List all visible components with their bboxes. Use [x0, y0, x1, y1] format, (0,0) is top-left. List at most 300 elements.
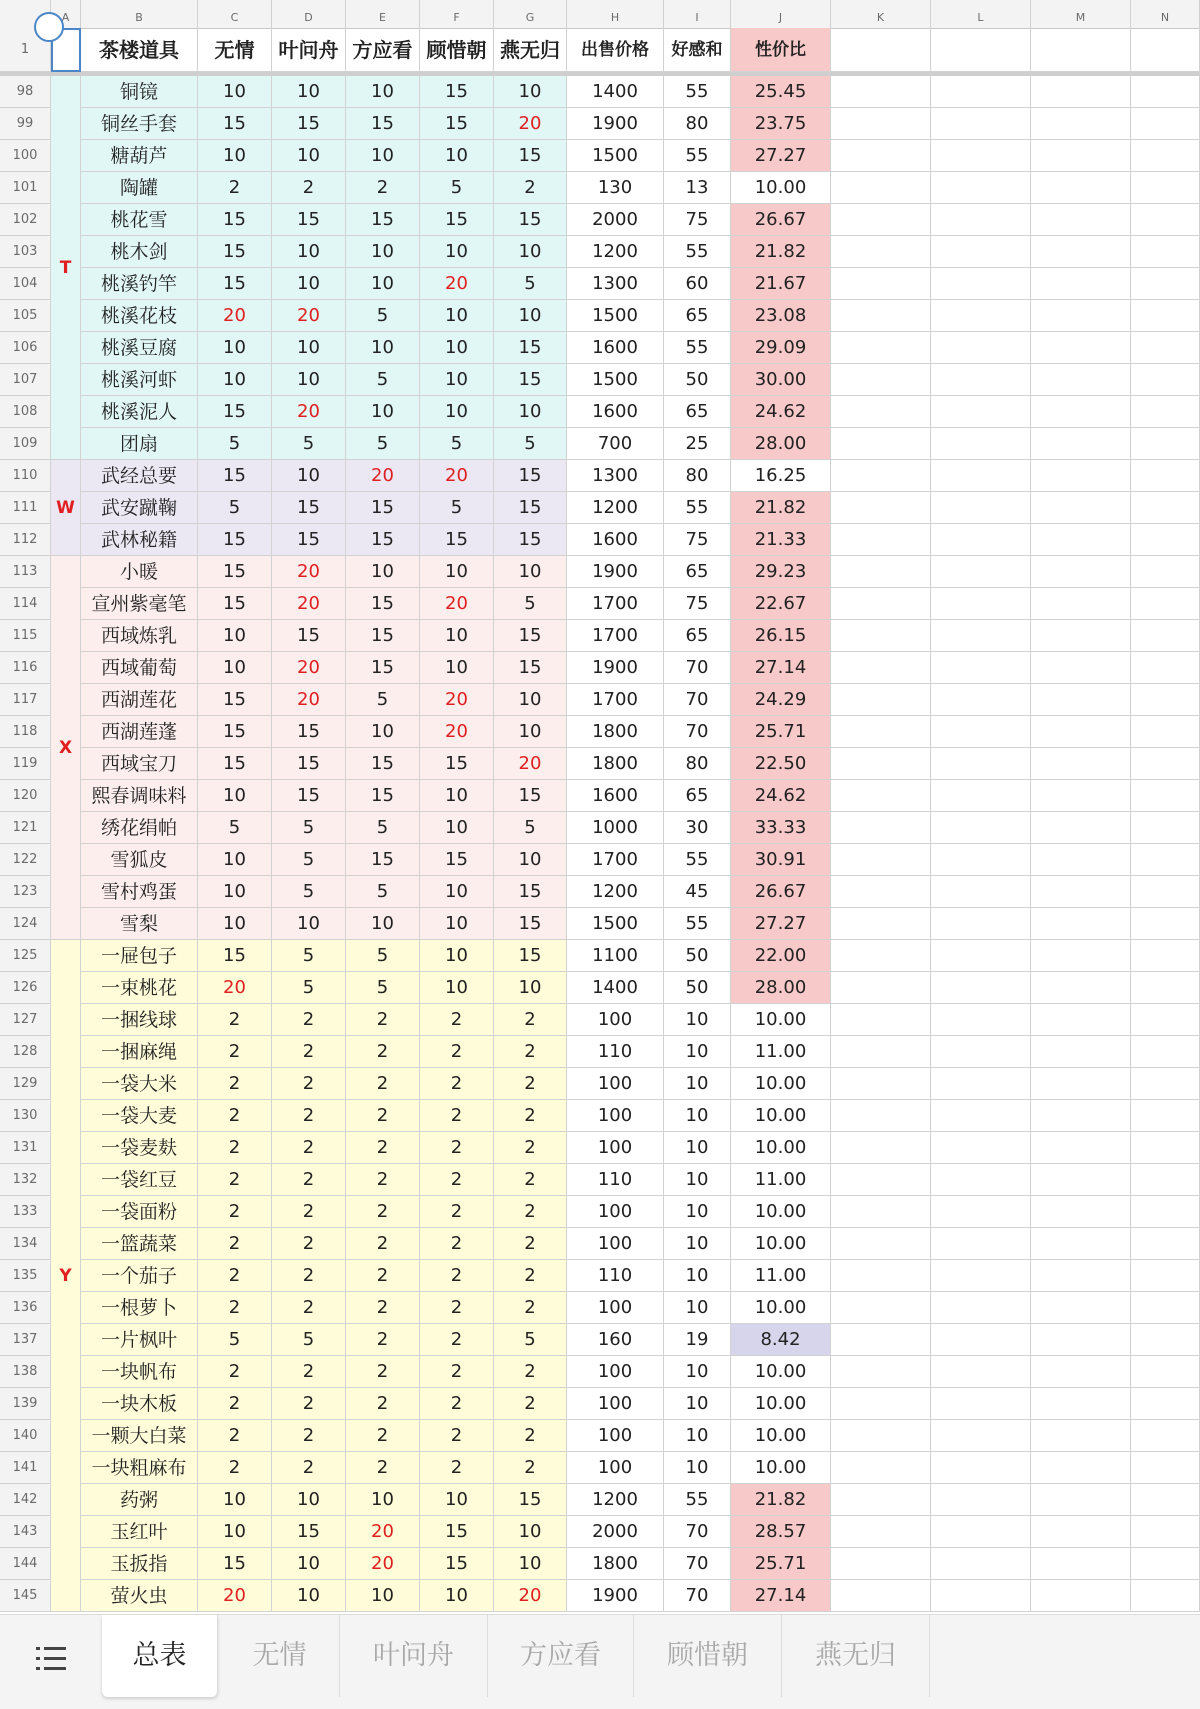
empty-cell-l[interactable]: [931, 940, 1031, 972]
sheet-tab-summary[interactable]: 总表: [102, 1615, 218, 1697]
ratio-cell[interactable]: 10.00: [731, 1452, 831, 1484]
price-cell[interactable]: 1700: [567, 684, 664, 716]
empty-cell-k[interactable]: [831, 556, 931, 588]
ratio-cell[interactable]: 10.00: [731, 1004, 831, 1036]
value-cell-c[interactable]: 2: [198, 1100, 272, 1132]
column-header-bar[interactable]: [0, 0, 1200, 29]
value-cell-f[interactable]: 5: [420, 428, 494, 460]
value-cell-c[interactable]: 15: [198, 204, 272, 236]
value-cell-d[interactable]: 5: [272, 940, 346, 972]
empty-cell-l[interactable]: [931, 460, 1031, 492]
value-cell-f[interactable]: 2: [420, 1036, 494, 1068]
empty-cell-n[interactable]: [1131, 460, 1200, 492]
value-cell-e[interactable]: 10: [346, 716, 420, 748]
row-number[interactable]: 133: [0, 1196, 51, 1228]
price-cell[interactable]: 1300: [567, 268, 664, 300]
value-cell-c[interactable]: 15: [198, 588, 272, 620]
value-cell-f[interactable]: 15: [420, 524, 494, 556]
value-cell-e[interactable]: 20: [346, 1548, 420, 1580]
value-cell-f[interactable]: 2: [420, 1324, 494, 1356]
empty-cell-k[interactable]: [831, 524, 931, 556]
empty-cell-m[interactable]: [1031, 300, 1131, 332]
list-menu-icon[interactable]: [36, 1647, 66, 1673]
value-cell-g[interactable]: 15: [494, 460, 567, 492]
value-cell-e[interactable]: 20: [346, 1516, 420, 1548]
value-cell-g[interactable]: 10: [494, 396, 567, 428]
empty-cell-l[interactable]: [931, 1580, 1031, 1612]
row-number[interactable]: 110: [0, 460, 51, 492]
favor-cell[interactable]: 10: [664, 1228, 731, 1260]
favor-cell[interactable]: 80: [664, 108, 731, 140]
empty-cell-n[interactable]: [1131, 428, 1200, 460]
header-empty-n[interactable]: [1131, 28, 1200, 72]
ratio-cell[interactable]: 24.62: [731, 396, 831, 428]
price-cell[interactable]: 100: [567, 1228, 664, 1260]
item-name-cell[interactable]: 西湖莲花: [81, 684, 198, 716]
empty-cell-k[interactable]: [831, 1388, 931, 1420]
empty-cell-m[interactable]: [1031, 1388, 1131, 1420]
empty-cell-n[interactable]: [1131, 1580, 1200, 1612]
value-cell-e[interactable]: 10: [346, 396, 420, 428]
column-header-j[interactable]: J: [731, 0, 831, 28]
value-cell-g[interactable]: 5: [494, 1324, 567, 1356]
row-number[interactable]: 125: [0, 940, 51, 972]
item-name-cell[interactable]: 一颗大白菜: [81, 1420, 198, 1452]
value-cell-g[interactable]: 2: [494, 1228, 567, 1260]
value-cell-e[interactable]: 2: [346, 1004, 420, 1036]
item-name-cell[interactable]: 熙春调味料: [81, 780, 198, 812]
value-cell-c[interactable]: 5: [198, 428, 272, 460]
row-number[interactable]: 115: [0, 620, 51, 652]
value-cell-c[interactable]: 10: [198, 844, 272, 876]
empty-cell-n[interactable]: [1131, 1164, 1200, 1196]
item-name-cell[interactable]: 药粥: [81, 1484, 198, 1516]
value-cell-d[interactable]: 20: [272, 300, 346, 332]
sheet-tab-character-5[interactable]: 燕无归: [782, 1615, 930, 1697]
empty-cell-m[interactable]: [1031, 716, 1131, 748]
value-cell-e[interactable]: 15: [346, 780, 420, 812]
value-cell-f[interactable]: 10: [420, 332, 494, 364]
value-cell-c[interactable]: 2: [198, 1356, 272, 1388]
value-cell-g[interactable]: 2: [494, 1356, 567, 1388]
empty-cell-l[interactable]: [931, 812, 1031, 844]
value-cell-f[interactable]: 10: [420, 812, 494, 844]
empty-cell-n[interactable]: [1131, 76, 1200, 108]
value-cell-e[interactable]: 10: [346, 1484, 420, 1516]
empty-cell-k[interactable]: [831, 1452, 931, 1484]
favor-cell[interactable]: 19: [664, 1324, 731, 1356]
header-favor[interactable]: 好感和: [664, 28, 731, 72]
empty-cell-k[interactable]: [831, 908, 931, 940]
ratio-cell[interactable]: 27.27: [731, 908, 831, 940]
ratio-cell[interactable]: 30.00: [731, 364, 831, 396]
empty-cell-m[interactable]: [1031, 1548, 1131, 1580]
item-name-cell[interactable]: 武安蹴鞠: [81, 492, 198, 524]
favor-cell[interactable]: 10: [664, 1036, 731, 1068]
value-cell-d[interactable]: 10: [272, 268, 346, 300]
favor-cell[interactable]: 80: [664, 460, 731, 492]
favor-cell[interactable]: 65: [664, 396, 731, 428]
value-cell-f[interactable]: 10: [420, 300, 494, 332]
ratio-cell[interactable]: 10.00: [731, 1420, 831, 1452]
favor-cell[interactable]: 10: [664, 1132, 731, 1164]
value-cell-g[interactable]: 5: [494, 588, 567, 620]
value-cell-g[interactable]: 2: [494, 1420, 567, 1452]
header-c[interactable]: 无情: [198, 28, 272, 72]
empty-cell-l[interactable]: [931, 524, 1031, 556]
empty-cell-m[interactable]: [1031, 940, 1131, 972]
item-name-cell[interactable]: 桃溪花枝: [81, 300, 198, 332]
value-cell-e[interactable]: 15: [346, 492, 420, 524]
value-cell-f[interactable]: 10: [420, 1580, 494, 1612]
price-cell[interactable]: 1700: [567, 620, 664, 652]
empty-cell-m[interactable]: [1031, 908, 1131, 940]
value-cell-e[interactable]: 10: [346, 140, 420, 172]
empty-cell-n[interactable]: [1131, 1484, 1200, 1516]
value-cell-d[interactable]: 10: [272, 1484, 346, 1516]
empty-cell-l[interactable]: [931, 780, 1031, 812]
empty-cell-m[interactable]: [1031, 396, 1131, 428]
empty-cell-l[interactable]: [931, 1068, 1031, 1100]
empty-cell-k[interactable]: [831, 236, 931, 268]
group-label-x[interactable]: X: [51, 556, 81, 940]
item-name-cell[interactable]: 雪狐皮: [81, 844, 198, 876]
value-cell-c[interactable]: 15: [198, 940, 272, 972]
empty-cell-k[interactable]: [831, 1324, 931, 1356]
empty-cell-k[interactable]: [831, 1356, 931, 1388]
ratio-cell[interactable]: 21.82: [731, 236, 831, 268]
value-cell-e[interactable]: 2: [346, 1132, 420, 1164]
empty-cell-l[interactable]: [931, 300, 1031, 332]
favor-cell[interactable]: 10: [664, 1388, 731, 1420]
value-cell-e[interactable]: 2: [346, 1292, 420, 1324]
empty-cell-m[interactable]: [1031, 1068, 1131, 1100]
value-cell-f[interactable]: 2: [420, 1292, 494, 1324]
empty-cell-l[interactable]: [931, 1484, 1031, 1516]
value-cell-d[interactable]: 10: [272, 332, 346, 364]
price-cell[interactable]: 1400: [567, 972, 664, 1004]
value-cell-g[interactable]: 10: [494, 300, 567, 332]
value-cell-f[interactable]: 10: [420, 1484, 494, 1516]
value-cell-c[interactable]: 20: [198, 1580, 272, 1612]
row-number[interactable]: 145: [0, 1580, 51, 1612]
price-cell[interactable]: 1000: [567, 812, 664, 844]
empty-cell-m[interactable]: [1031, 812, 1131, 844]
value-cell-c[interactable]: 5: [198, 812, 272, 844]
empty-cell-k[interactable]: [831, 620, 931, 652]
value-cell-f[interactable]: 5: [420, 172, 494, 204]
empty-cell-k[interactable]: [831, 876, 931, 908]
empty-cell-k[interactable]: [831, 396, 931, 428]
value-cell-e[interactable]: 10: [346, 268, 420, 300]
row-number[interactable]: 139: [0, 1388, 51, 1420]
empty-cell-n[interactable]: [1131, 588, 1200, 620]
favor-cell[interactable]: 10: [664, 1164, 731, 1196]
value-cell-e[interactable]: 2: [346, 1196, 420, 1228]
price-cell[interactable]: 2000: [567, 204, 664, 236]
value-cell-c[interactable]: 15: [198, 460, 272, 492]
empty-cell-m[interactable]: [1031, 1164, 1131, 1196]
empty-cell-m[interactable]: [1031, 236, 1131, 268]
value-cell-e[interactable]: 15: [346, 844, 420, 876]
header-empty-m[interactable]: [1031, 28, 1131, 72]
value-cell-d[interactable]: 15: [272, 524, 346, 556]
empty-cell-n[interactable]: [1131, 1420, 1200, 1452]
favor-cell[interactable]: 10: [664, 1068, 731, 1100]
value-cell-c[interactable]: 20: [198, 972, 272, 1004]
favor-cell[interactable]: 10: [664, 1100, 731, 1132]
value-cell-e[interactable]: 10: [346, 1580, 420, 1612]
value-cell-d[interactable]: 2: [272, 1452, 346, 1484]
empty-cell-n[interactable]: [1131, 492, 1200, 524]
item-name-cell[interactable]: 桃溪钓竿: [81, 268, 198, 300]
value-cell-g[interactable]: 2: [494, 1452, 567, 1484]
column-header-l[interactable]: L: [931, 0, 1031, 28]
empty-cell-l[interactable]: [931, 492, 1031, 524]
empty-cell-m[interactable]: [1031, 332, 1131, 364]
price-cell[interactable]: 2000: [567, 1516, 664, 1548]
value-cell-d[interactable]: 15: [272, 748, 346, 780]
value-cell-g[interactable]: 15: [494, 204, 567, 236]
item-name-cell[interactable]: 一片枫叶: [81, 1324, 198, 1356]
value-cell-c[interactable]: 10: [198, 332, 272, 364]
empty-cell-m[interactable]: [1031, 652, 1131, 684]
value-cell-e[interactable]: 2: [346, 1260, 420, 1292]
empty-cell-k[interactable]: [831, 364, 931, 396]
empty-cell-k[interactable]: [831, 172, 931, 204]
value-cell-g[interactable]: 10: [494, 1548, 567, 1580]
empty-cell-l[interactable]: [931, 1100, 1031, 1132]
value-cell-c[interactable]: 10: [198, 652, 272, 684]
row-number[interactable]: 116: [0, 652, 51, 684]
empty-cell-n[interactable]: [1131, 1196, 1200, 1228]
value-cell-g[interactable]: 15: [494, 332, 567, 364]
empty-cell-l[interactable]: [931, 172, 1031, 204]
ratio-cell[interactable]: 28.00: [731, 972, 831, 1004]
empty-cell-l[interactable]: [931, 1228, 1031, 1260]
empty-cell-m[interactable]: [1031, 1324, 1131, 1356]
favor-cell[interactable]: 75: [664, 588, 731, 620]
value-cell-g[interactable]: 2: [494, 1260, 567, 1292]
favor-cell[interactable]: 70: [664, 716, 731, 748]
value-cell-f[interactable]: 10: [420, 876, 494, 908]
price-cell[interactable]: 1800: [567, 1548, 664, 1580]
empty-cell-n[interactable]: [1131, 748, 1200, 780]
empty-cell-n[interactable]: [1131, 300, 1200, 332]
empty-cell-n[interactable]: [1131, 140, 1200, 172]
favor-cell[interactable]: 10: [664, 1452, 731, 1484]
value-cell-d[interactable]: 5: [272, 972, 346, 1004]
column-header-k[interactable]: K: [831, 0, 931, 28]
empty-cell-m[interactable]: [1031, 972, 1131, 1004]
sheet-tab-character-4[interactable]: 顾惜朝: [634, 1615, 782, 1697]
value-cell-d[interactable]: 2: [272, 1388, 346, 1420]
price-cell[interactable]: 100: [567, 1068, 664, 1100]
empty-cell-m[interactable]: [1031, 1228, 1131, 1260]
value-cell-f[interactable]: 2: [420, 1356, 494, 1388]
favor-cell[interactable]: 55: [664, 492, 731, 524]
value-cell-f[interactable]: 20: [420, 684, 494, 716]
price-cell[interactable]: 100: [567, 1196, 664, 1228]
value-cell-g[interactable]: 2: [494, 1164, 567, 1196]
value-cell-g[interactable]: 2: [494, 1068, 567, 1100]
value-cell-d[interactable]: 15: [272, 204, 346, 236]
empty-cell-m[interactable]: [1031, 1260, 1131, 1292]
value-cell-e[interactable]: 10: [346, 332, 420, 364]
value-cell-d[interactable]: 10: [272, 76, 346, 108]
row-number[interactable]: 99: [0, 108, 51, 140]
empty-cell-l[interactable]: [931, 1132, 1031, 1164]
value-cell-e[interactable]: 5: [346, 972, 420, 1004]
row-number[interactable]: 143: [0, 1516, 51, 1548]
empty-cell-m[interactable]: [1031, 1036, 1131, 1068]
price-cell[interactable]: 1700: [567, 588, 664, 620]
empty-cell-k[interactable]: [831, 716, 931, 748]
empty-cell-k[interactable]: [831, 1036, 931, 1068]
empty-cell-m[interactable]: [1031, 876, 1131, 908]
ratio-cell[interactable]: 16.25: [731, 460, 831, 492]
sheet-tab-character-3[interactable]: 方应看: [488, 1615, 634, 1697]
value-cell-g[interactable]: 10: [494, 716, 567, 748]
empty-cell-k[interactable]: [831, 492, 931, 524]
empty-cell-k[interactable]: [831, 1292, 931, 1324]
ratio-cell[interactable]: 8.42: [731, 1324, 831, 1356]
row-number[interactable]: 117: [0, 684, 51, 716]
header-d[interactable]: 叶问舟: [272, 28, 346, 72]
value-cell-g[interactable]: 2: [494, 172, 567, 204]
value-cell-f[interactable]: 2: [420, 1420, 494, 1452]
empty-cell-m[interactable]: [1031, 1420, 1131, 1452]
header-price[interactable]: 出售价格: [567, 28, 664, 72]
value-cell-e[interactable]: 10: [346, 236, 420, 268]
empty-cell-k[interactable]: [831, 812, 931, 844]
row-number[interactable]: 130: [0, 1100, 51, 1132]
value-cell-d[interactable]: 20: [272, 556, 346, 588]
empty-cell-l[interactable]: [931, 1036, 1031, 1068]
value-cell-e[interactable]: 2: [346, 172, 420, 204]
value-cell-g[interactable]: 10: [494, 972, 567, 1004]
value-cell-c[interactable]: 10: [198, 76, 272, 108]
value-cell-c[interactable]: 10: [198, 908, 272, 940]
empty-cell-n[interactable]: [1131, 1324, 1200, 1356]
empty-cell-k[interactable]: [831, 1228, 931, 1260]
value-cell-c[interactable]: 5: [198, 492, 272, 524]
empty-cell-l[interactable]: [931, 1196, 1031, 1228]
price-cell[interactable]: 1500: [567, 140, 664, 172]
value-cell-c[interactable]: 15: [198, 684, 272, 716]
price-cell[interactable]: 1300: [567, 460, 664, 492]
value-cell-d[interactable]: 15: [272, 1516, 346, 1548]
price-cell[interactable]: 100: [567, 1004, 664, 1036]
empty-cell-k[interactable]: [831, 268, 931, 300]
ratio-cell[interactable]: 30.91: [731, 844, 831, 876]
value-cell-c[interactable]: 15: [198, 524, 272, 556]
empty-cell-n[interactable]: [1131, 396, 1200, 428]
empty-cell-l[interactable]: [931, 1324, 1031, 1356]
empty-cell-n[interactable]: [1131, 172, 1200, 204]
value-cell-f[interactable]: 10: [420, 940, 494, 972]
empty-cell-k[interactable]: [831, 1100, 931, 1132]
value-cell-f[interactable]: 15: [420, 1516, 494, 1548]
empty-cell-n[interactable]: [1131, 684, 1200, 716]
ratio-cell[interactable]: 27.14: [731, 1580, 831, 1612]
row-number[interactable]: 105: [0, 300, 51, 332]
price-cell[interactable]: 1800: [567, 748, 664, 780]
header-item[interactable]: 茶楼道具: [81, 28, 198, 72]
empty-cell-k[interactable]: [831, 1516, 931, 1548]
price-cell[interactable]: 1400: [567, 76, 664, 108]
row-number[interactable]: 104: [0, 268, 51, 300]
item-name-cell[interactable]: 西域葡萄: [81, 652, 198, 684]
item-name-cell[interactable]: 糖葫芦: [81, 140, 198, 172]
header-g[interactable]: 燕无归: [494, 28, 567, 72]
value-cell-f[interactable]: 2: [420, 1228, 494, 1260]
ratio-cell[interactable]: 10.00: [731, 1228, 831, 1260]
empty-cell-k[interactable]: [831, 972, 931, 1004]
value-cell-f[interactable]: 20: [420, 588, 494, 620]
group-label-y[interactable]: Y: [51, 940, 81, 1612]
empty-cell-k[interactable]: [831, 204, 931, 236]
column-header-g[interactable]: G: [494, 0, 567, 28]
value-cell-c[interactable]: 2: [198, 172, 272, 204]
row-number[interactable]: 127: [0, 1004, 51, 1036]
empty-cell-k[interactable]: [831, 1580, 931, 1612]
value-cell-e[interactable]: 15: [346, 652, 420, 684]
item-name-cell[interactable]: 铜镜: [81, 76, 198, 108]
favor-cell[interactable]: 70: [664, 652, 731, 684]
row-number[interactable]: 136: [0, 1292, 51, 1324]
empty-cell-n[interactable]: [1131, 1356, 1200, 1388]
empty-cell-n[interactable]: [1131, 332, 1200, 364]
value-cell-f[interactable]: 2: [420, 1004, 494, 1036]
empty-cell-l[interactable]: [931, 1260, 1031, 1292]
empty-cell-k[interactable]: [831, 108, 931, 140]
favor-cell[interactable]: 70: [664, 684, 731, 716]
row-number[interactable]: 121: [0, 812, 51, 844]
row-number[interactable]: 142: [0, 1484, 51, 1516]
empty-cell-l[interactable]: [931, 1420, 1031, 1452]
value-cell-g[interactable]: 20: [494, 748, 567, 780]
ratio-cell[interactable]: 26.67: [731, 876, 831, 908]
value-cell-e[interactable]: 15: [346, 524, 420, 556]
empty-cell-k[interactable]: [831, 140, 931, 172]
empty-cell-k[interactable]: [831, 588, 931, 620]
item-name-cell[interactable]: 武林秘籍: [81, 524, 198, 556]
value-cell-f[interactable]: 20: [420, 460, 494, 492]
ratio-cell[interactable]: 11.00: [731, 1260, 831, 1292]
empty-cell-m[interactable]: [1031, 172, 1131, 204]
value-cell-e[interactable]: 5: [346, 876, 420, 908]
item-name-cell[interactable]: 桃溪河虾: [81, 364, 198, 396]
empty-cell-l[interactable]: [931, 204, 1031, 236]
column-header-m[interactable]: M: [1031, 0, 1131, 28]
row-number[interactable]: 118: [0, 716, 51, 748]
value-cell-g[interactable]: 2: [494, 1388, 567, 1420]
value-cell-g[interactable]: 2: [494, 1100, 567, 1132]
ratio-cell[interactable]: 24.29: [731, 684, 831, 716]
empty-cell-m[interactable]: [1031, 108, 1131, 140]
empty-cell-l[interactable]: [931, 652, 1031, 684]
value-cell-g[interactable]: 5: [494, 428, 567, 460]
empty-cell-n[interactable]: [1131, 556, 1200, 588]
empty-cell-l[interactable]: [931, 684, 1031, 716]
value-cell-c[interactable]: 2: [198, 1196, 272, 1228]
item-name-cell[interactable]: 一袋麦麸: [81, 1132, 198, 1164]
value-cell-c[interactable]: 10: [198, 1484, 272, 1516]
favor-cell[interactable]: 30: [664, 812, 731, 844]
header-empty-k[interactable]: [831, 28, 931, 72]
favor-cell[interactable]: 60: [664, 268, 731, 300]
